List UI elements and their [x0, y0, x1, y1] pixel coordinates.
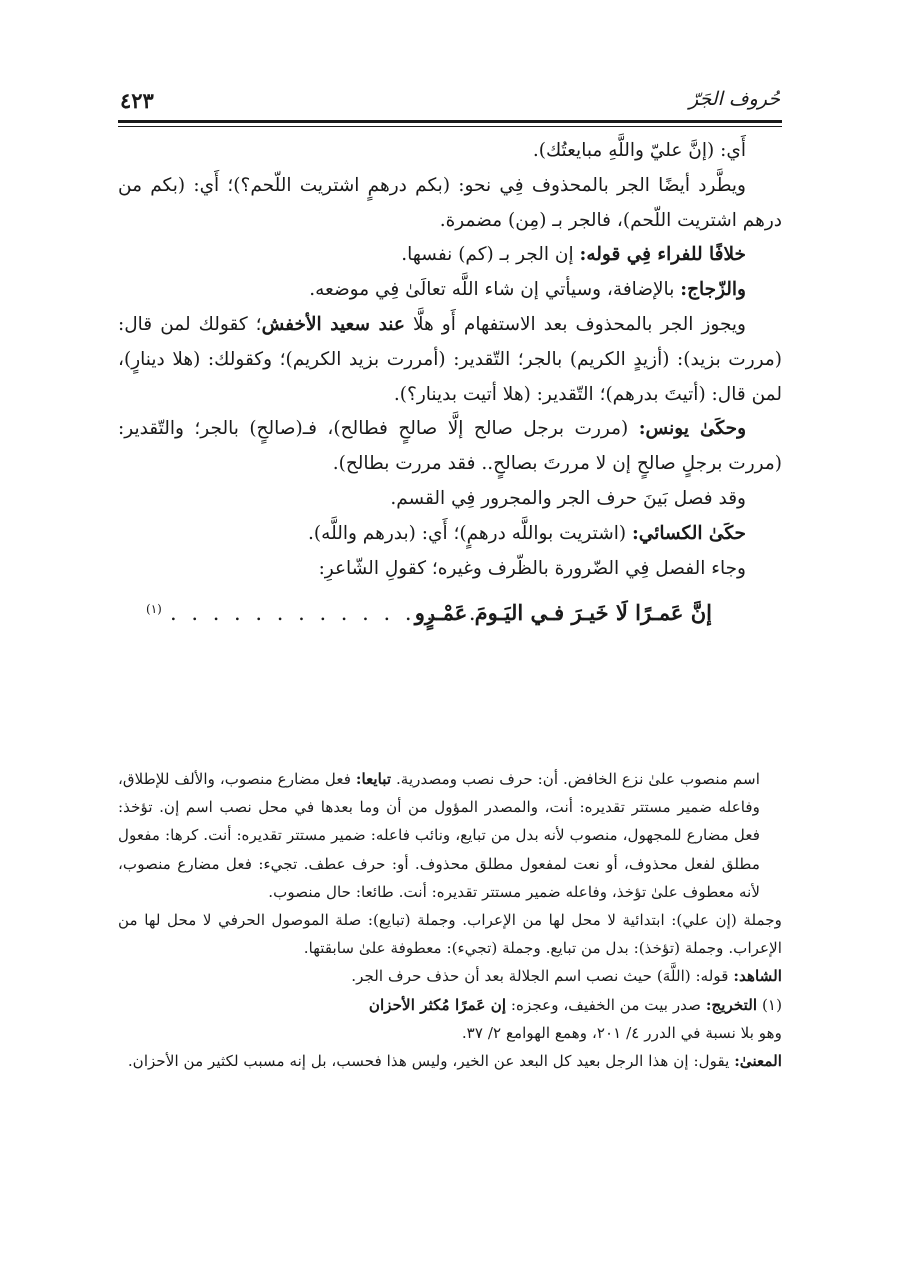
footnote-marker: (١): [146, 602, 162, 617]
paragraph: خلافًا للفراء فِي قوله: إن الجر بـ (كم) نفسها.: [401, 244, 746, 266]
footnote-paragraph: (١) التخريج: صدر بيت من الخفيف، وعجزه: إن عَمرًا مُكثر الأحزان: [368, 995, 782, 1014]
paragraph: ويجوز الجر بالمحذوف بعد الاستفهام أَو هلَّا عند سعيد الأخفش؛ كقولك لمن قال: (مررت بزيد): (أزيدٍ الكريم) بالجر؛ التّقدير: (أمررت بزيد الكريم)؛ وكقولك: (هلا دينارٍ)، لمن قال: (أتيتَ بدرهم)؛ التّقدير: (هلا أتيت بدينار؟).: [118, 313, 782, 405]
paragraph: وقد فصل بَينَ حرف الجر والمجرور فِي القسم.: [390, 487, 746, 509]
footnote-paragraph: وجملة (إن علي): ابتدائية لا محل لها من الإعراب. وجملة (تبايع): صلة الموصول الحرفي لا محل لها من الإعراب. وجملة (تؤخذ): بدل من تبايع. وجملة (تجيء): معطوفة علىٰ سابقتها.: [118, 911, 782, 958]
paragraph: وحكَىٰ يونس: (مررت برجل صالح إلَّا صالحٍ فطالح)، فـ(صالحٍ) بالجر؛ والتّقدير: (مررت برجلٍ صالحٍ إن لا مررتَ بصالحٍ.. فقد مررت بطالح).: [118, 418, 782, 475]
header-rule-thick: [118, 120, 782, 123]
verse-hemistich: إنَّ عَمـرًا لَا خَيـرَ فـي اليَـومَ عَمْـرٍو: [414, 600, 712, 626]
main-text: [118, 134, 782, 640]
paragraph: أَي: (إنَّ عليّ واللَّهِ مبايعتُك).: [532, 140, 746, 161]
page-number: ٤٢٣: [120, 88, 154, 113]
footnote-paragraph: المعنىٰ: يقول: إن هذا الرجل بعيد كل البعد عن الخير، وليس هذا فحسب، بل إنه مسبب لكثير من الأحزان.: [127, 1052, 782, 1071]
poetry-verse: [118, 594, 782, 640]
running-title: حُروف الجَرّ: [689, 88, 780, 110]
footnote-paragraph: اسم منصوب علىٰ نزع الخافض. أن: حرف نصب ومصدرية. تبايعا: فعل مضارع منصوب، والألف للإطلاق، وفاعله ضمير مستتر تقديره: أنت، والمصدر المؤول من أن وما بعدها في محل نصب اسم إن. تؤخذ: فعل مضارع للمجهول، منصوب لأنه بدل من تبايع، ونائب فاعله: ضمير مستتر تقديره: أنت. كرها: مفعول مطلق لفعل محذوف، أو نعت لمفعول مطلق محذوف. أو: حرف عطف. تجيء: فعل مضارع منصوب، لأنه معطوف علىٰ تؤخذ، وفاعله ضمير مستتر تقديره: أنت. طائعا: حال منصوب.: [118, 770, 760, 901]
footnotes: [118, 765, 782, 1075]
paragraph: ويطَّرد أيضًا الجر بالمحذوف فِي نحو: (بكم درهمٍ اشتريت اللّحم؟)؛ أَي: (بكم من درهم اشتريت اللّحم)، فالجر بـ (مِن) مضمرة.: [118, 174, 782, 231]
paragraph: حكَىٰ الكسائي: (اشتريت بواللَّه درهمٍ)؛ أَي: (بدرهم واللَّه).: [308, 522, 746, 544]
paragraph: وجاء الفصل فِي الضّرورة بالظّرف وغيره؛ كقولِ الشّاعرِ:: [318, 557, 746, 579]
verse-ellipsis: . . . . . . . . . . . . . . . .: [170, 601, 501, 626]
book-page: [118, 80, 782, 1230]
header-rule-thin: [118, 126, 782, 127]
paragraph: والزّجاج: بالإضافة، وسيأتي إن شاء اللَّه تعالَىٰ فِي موضعه.: [309, 279, 746, 301]
page-header: [118, 88, 782, 118]
footnote-paragraph: الشاهد: قوله: (اللَّهَ) حيث نصب اسم الجلالة بعد أن حذف حرف الجر.: [351, 967, 782, 986]
footnote-paragraph: وهو بلا نسبة في الدرر ٤/ ٢٠١، وهمع الهوامع ٢/ ٣٧.: [461, 1023, 782, 1042]
